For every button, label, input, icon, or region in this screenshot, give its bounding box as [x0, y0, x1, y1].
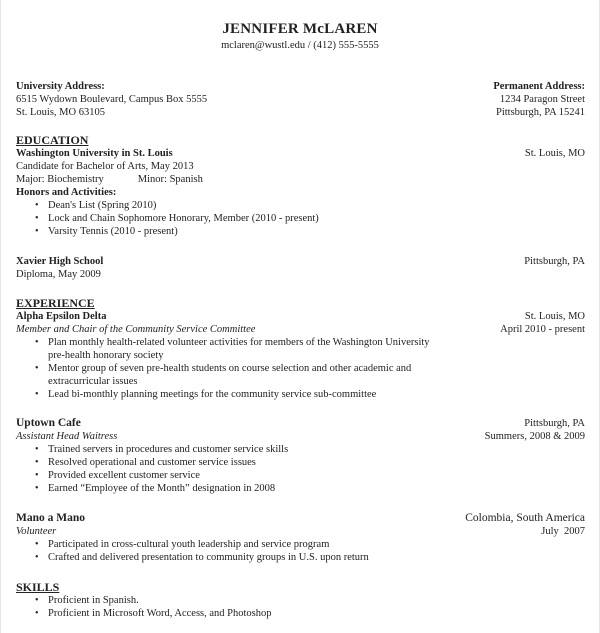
job-bullets [16, 336, 585, 401]
job-org: Alpha Epsilon Delta [16, 311, 107, 322]
education-heading: EDUCATION [16, 133, 89, 147]
bullet-text-cont: pre-health honorary society [48, 350, 164, 361]
list-item [16, 362, 585, 388]
list-item: • Lead bi-monthly planning meetings for the community service sub-committee [16, 388, 585, 401]
xavier-block [16, 255, 585, 281]
wustl-minor: Minor: Spanish [137, 174, 203, 185]
job-org: Mano a Mano [16, 512, 85, 524]
job-role: Volunteer [16, 526, 57, 537]
university-address-line1: 6515 Wydown Boulevard, Campus Box 5555 [16, 94, 208, 105]
skills-list [16, 594, 585, 620]
wustl-location: St. Louis, MO [524, 148, 585, 159]
list-item: • Trained servers in procedures and customer service skills [16, 443, 585, 456]
list-item: • Proficient in Microsoft Word, Access, and Photoshop [16, 607, 585, 620]
list-item: • Varsity Tennis (2010 - present) [16, 225, 585, 238]
job-role: Assistant Head Waitress [16, 431, 118, 442]
list-item: • Dean's List (Spring 2010) [16, 199, 585, 212]
job-dates: July 2007 [541, 526, 585, 537]
list-item: • Resolved operational and customer service issues [16, 456, 585, 469]
job-bullets [16, 443, 585, 495]
job-location: St. Louis, MO [524, 311, 585, 322]
list-item: • Crafted and delivered presentation to community groups in U.S. upon return [16, 551, 585, 564]
xavier-location: Pittsburgh, PA [524, 256, 585, 267]
wustl-school: Washington University in St. Louis [16, 148, 173, 159]
list-item: • Lock and Chain Sophomore Honorary, Member (2010 - present) [16, 212, 585, 225]
job-org: Uptown Cafe [16, 417, 81, 429]
job-bullets [16, 538, 585, 564]
skills-heading: SKILLS [16, 580, 60, 594]
mano-a-mano-block [16, 512, 585, 564]
resume-name: JENNIFER McLAREN [222, 21, 378, 37]
education-section [16, 133, 585, 238]
university-address-line2: St. Louis, MO 63105 [16, 107, 105, 118]
bullet-text-cont: extracurricular issues [48, 376, 138, 387]
permanent-address-label: Permanent Address: [493, 81, 585, 92]
job-location: Pittsburgh, PA [524, 418, 585, 429]
xavier-school: Xavier High School [16, 256, 104, 267]
uptown-cafe-block [16, 417, 585, 495]
university-address-label: University Address: [16, 81, 105, 92]
skills-section [16, 580, 585, 620]
wustl-degree: Candidate for Bachelor of Arts, May 2013 [16, 161, 194, 172]
list-item [16, 336, 585, 362]
xavier-diploma: Diploma, May 2009 [16, 269, 101, 280]
job-role: Member and Chair of the Community Service Committee [16, 324, 256, 335]
bullet-text: Mentor group of seven pre-health students on course selection and other academic and [48, 363, 412, 374]
address-block [16, 80, 585, 119]
bullet-text: Plan monthly health-related volunteer activities for members of the Washington University [48, 337, 430, 348]
list-item: • Earned “Employee of the Month” designation in 2008 [16, 482, 585, 495]
list-item: • Proficient in Spanish. [16, 594, 585, 607]
permanent-address-line2: Pittsburgh, PA 15241 [496, 107, 585, 118]
honors-list [16, 199, 585, 238]
list-item: • Participated in cross-cultural youth leadership and service program [16, 538, 585, 551]
job-dates: April 2010 - present [500, 324, 585, 335]
job-dates: Summers, 2008 & 2009 [484, 431, 585, 442]
wustl-major: Major: Biochemistry [16, 174, 104, 185]
list-item: • Provided excellent customer service [16, 469, 585, 482]
experience-section [16, 296, 585, 401]
job-location: Colombia, South America [465, 512, 585, 524]
contact-line: mclaren@wustl.edu / (412) 555-5555 [221, 40, 379, 51]
honors-label: Honors and Activities: [16, 187, 117, 198]
experience-heading: EXPERIENCE [16, 296, 95, 310]
permanent-address-line1: 1234 Paragon Street [499, 94, 585, 105]
